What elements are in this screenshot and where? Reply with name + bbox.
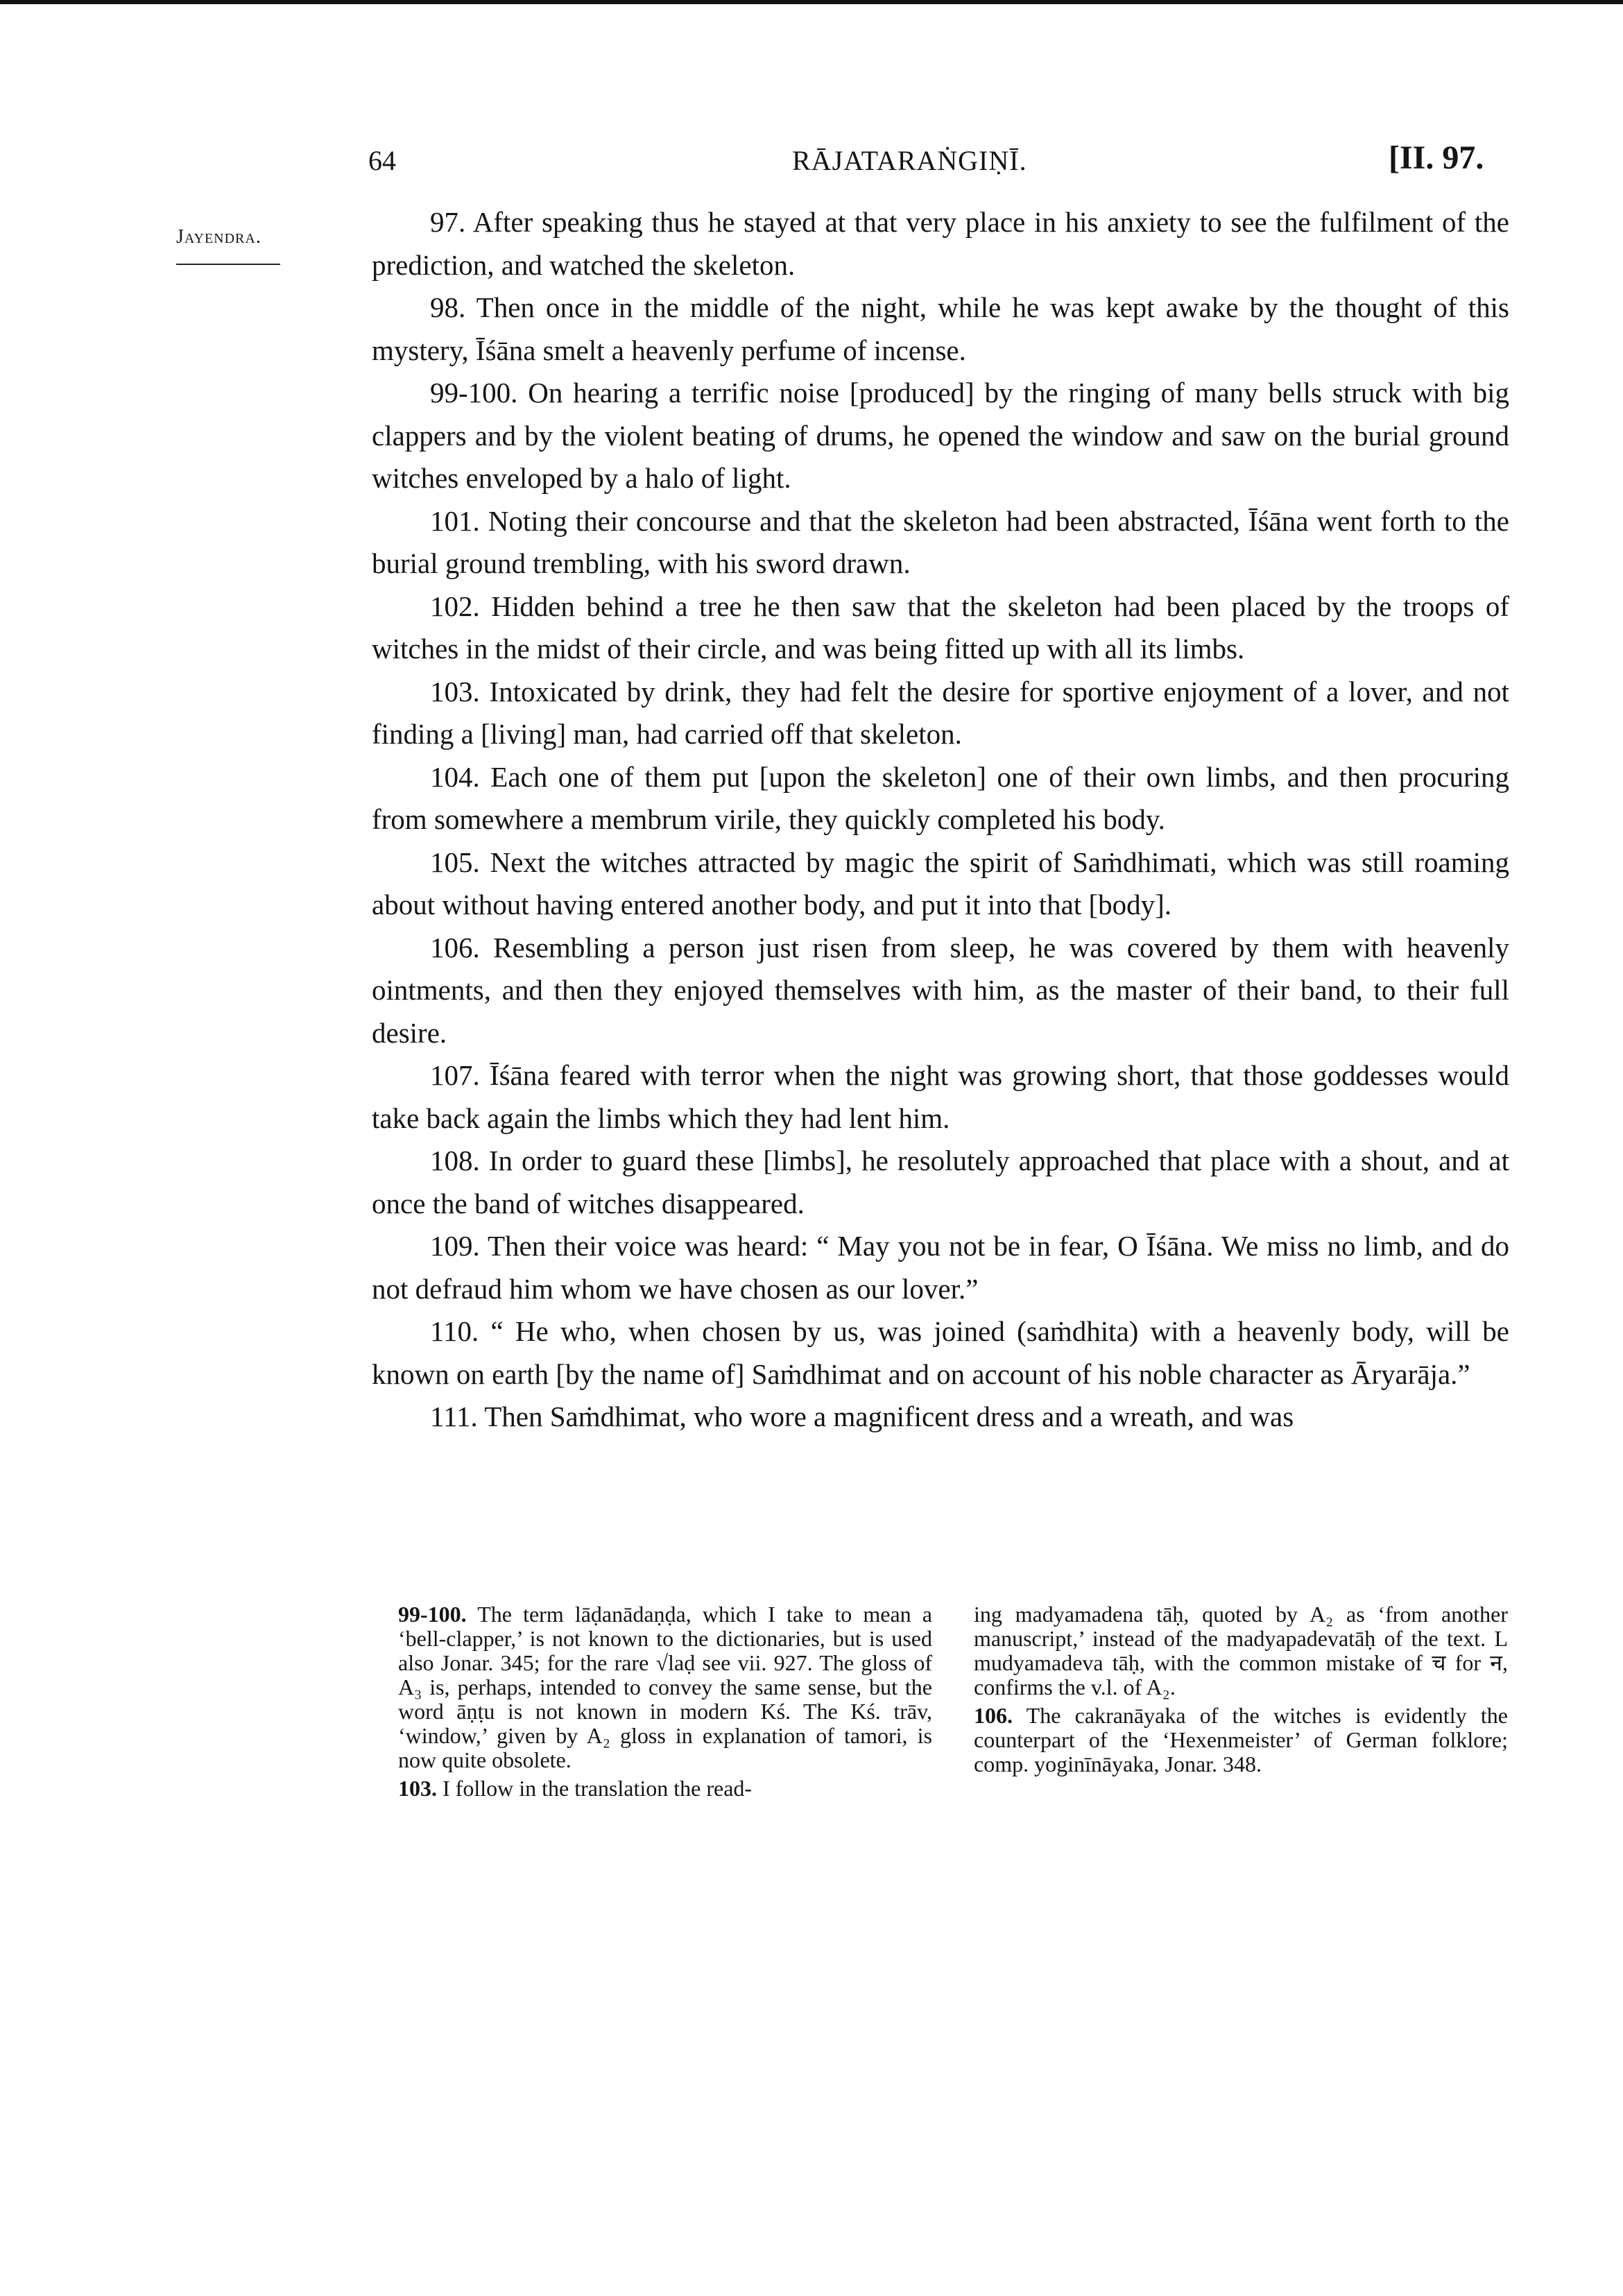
main-text (372, 201, 1509, 1439)
verse-paragraph: 108. In order to guard these [limbs], he resolutely approached that place with a shout, and at once the band of witches disappeared. (372, 1145, 1509, 1219)
verse-paragraph: 107. Īśāna feared with terror when the night was growing short, that those goddesses would take back again the limbs which they had lent him. (372, 1059, 1509, 1134)
footnote-text: The cakranāyaka of the witches is evidently the counterpart of the ‘Hexenmeister’ of German folklore; comp. yoginīnāyaka, Jonar. 348. (974, 1703, 1509, 1776)
verse-paragraph: 98. Then once in the middle of the night, while he was kept awake by the thought of this mystery, Īśāna smelt a heavenly perfume of incense. (372, 291, 1509, 366)
footnote-column-left (398, 1602, 932, 1801)
top-border (0, 0, 1623, 4)
verse-paragraph: 105. Next the witches attracted by magic the spirit of Saṁdhimati, which was still roaming about without having entered another body, and put it into that [body]. (372, 846, 1509, 920)
verse-paragraph: 97. After speaking thus he stayed at that very place in his anxiety to see the fulfilment of the prediction, and watched the skeleton. (372, 206, 1509, 281)
footnote-number: 103. (398, 1776, 437, 1801)
verse-paragraph: 109. Then their voice was heard: “ May you not be in fear, O Īśāna. We miss no limb, and do not defraud him whom we have chosen as our lover.” (372, 1230, 1509, 1305)
verse-paragraph: 111. Then Saṁdhimat, who wore a magnificent dress and a wreath, and was (430, 1400, 1294, 1432)
footnote (398, 1776, 932, 1801)
verse-paragraph: 102. Hidden behind a tree he then saw that the skeleton had been placed by the troops of witches in the midst of their circle, and was being fitted up with all its limbs. (372, 590, 1509, 665)
footnote-column-right (974, 1602, 1508, 1801)
verse-reference: [II. 97. (1389, 139, 1484, 176)
margin-rule (176, 264, 280, 265)
footnote-text: ing madyamadena tāḥ, quoted by A₂ as ‘from another manuscript,’ instead of the madyapadevatāḥ of the text. L mudyamadeva tāḥ, with the common mistake of च for न, confirms the v.l. of A₂. (974, 1602, 1508, 1699)
verse-paragraph: 104. Each one of them put [upon the skeleton] one of their own limbs, and then procuring from somewhere a membrum virile, they quickly completed his body. (372, 760, 1509, 835)
footnote-text: I follow in the translation the read- (443, 1776, 753, 1801)
running-title: RĀJATARAṄGIṆĪ. (792, 145, 1027, 176)
footnotes (398, 1602, 1508, 1801)
footnote (974, 1602, 1508, 1699)
footnote-text: The term lāḍanādaṇḍa, which I take to mean a ‘bell-clapper,’ is not known to the dictionaries, but is used also Jonar. 345; for the rare √laḍ see vii. 927. The gloss of A₃ is, perhaps, intended to convey the same sense, but the word āṇṭu is not known in modern Kś. The Kś. trāv, ‘window,’ given by A₂ gloss in explanation of tamori, is now quite obsolete. (398, 1602, 933, 1772)
verse-paragraph: 103. Intoxicated by drink, they had felt the desire for sportive enjoyment of a lover, and not finding a [living] man, had carried off that skeleton. (372, 675, 1509, 750)
footnote (398, 1602, 932, 1772)
footnote-number: 106. (974, 1703, 1013, 1728)
verse-paragraph: 110. “ He who, when chosen by us, was joined (saṁdhita) with a heavenly body, will be known on earth [by the name of] Saṁdhimat and on account of his noble character as Āryarāja.” (372, 1315, 1509, 1390)
verse-paragraph: 101. Noting their concourse and that the skeleton had been abstracted, Īśāna went forth to the burial ground trembling, with his sword drawn. (372, 504, 1509, 579)
footnote-number: 99-100. (398, 1602, 467, 1627)
verse-paragraph: 106. Resembling a person just risen from sleep, he was covered by them with heavenly ointments, and then they enjoyed themselves with him, as the master of their band, to their full desire. (372, 931, 1509, 1049)
verse-paragraph: 99-100. On hearing a terrific noise [produced] by the ringing of many bells struck with big clappers and by the violent beating of drums, he opened the window and saw on the burial ground witches enveloped by a halo of light. (372, 377, 1509, 494)
margin-note: Jayendra. (176, 226, 261, 248)
page-number: 64 (368, 145, 396, 176)
footnote (974, 1704, 1508, 1776)
